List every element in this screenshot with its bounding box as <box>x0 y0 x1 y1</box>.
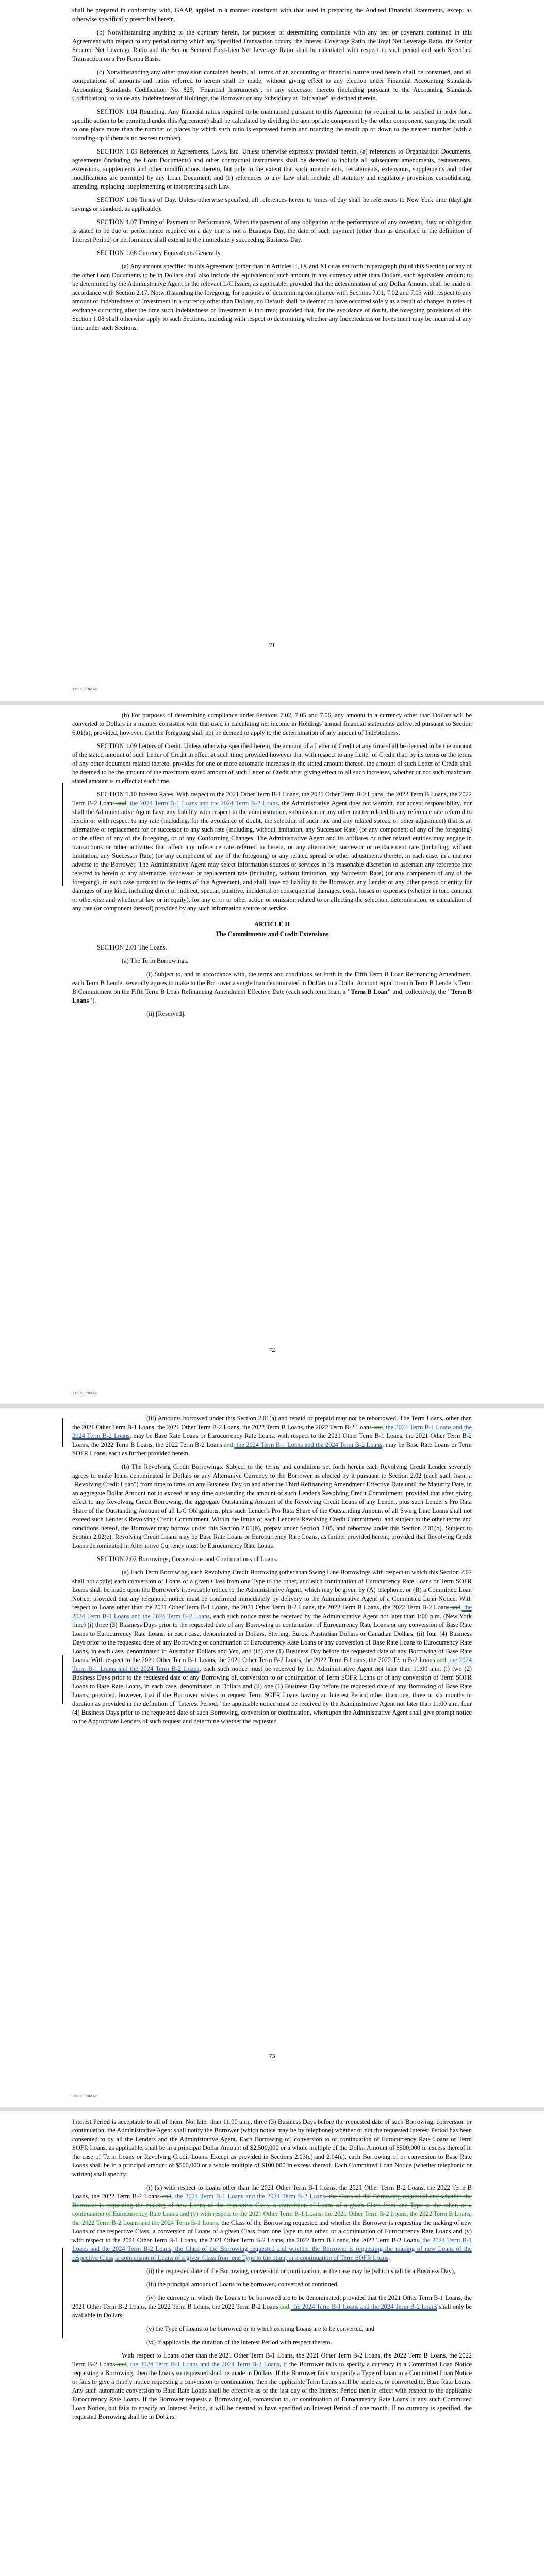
section-1-06: SECTION 1.06 Times of Day. Unless otherwise specified, all references herein to times of day shall be references to New York time (daylight savings or standard, as applicable). <box>72 196 472 212</box>
paragraph: (b) For purposes of determining compliance under Sections 7.02, 7.05 and 7.06, any amount in a currency other than Dollars will be converted to Dollars in a manner consistent with that used in calculating net income in Holdings' annual financial statements delivered pursuant to Section 6.01(a); provided, however, that the foregoing shall not be deemed to apply to the determination of any amount of Indebtedness. <box>72 711 472 736</box>
section-2-01: SECTION 2.01 The Loans. <box>97 944 167 951</box>
paragraph: Interest Period is acceptable to all of them. Not later than 11:00 a.m., three (3) Business Days before the requested date of such Borrowing, conversion or continuation, the Administrative Agent shall notify the Borrower (which notice may be by telephone) whether or not the requested Interest Period has been consented to by all the Lenders and the Administrative Agent. Each Borrowing of, conversion to or continuation of Eurocurrency Rate Loans or Term SOFR Loans, as applicable, shall be in a principal Dollar Amount of $2,500,000 or a whole multiple of the Dollar Amount of $500,000 in excess thereof in the case of Term Loans or Revolving Credit Loans. Except as provided in Sections 2.03(c) and 2.04(c), each Borrowing of or conversion to Base Rate Loans shall be in a principal amount of $500,000 or a whole multiple of $100,000 in excess thereof. Each Committed Loan Notice (whether telephonic or written) shall specify: <box>72 2118 472 2178</box>
change-bar <box>62 783 63 886</box>
page-71 <box>0 0 544 701</box>
section-1-10: SECTION 1.10 Interest Rates. With respect to the 2021 Other Term B-1 Loans, the 2021 Other Term B-2 Loans, the 2022 Term B Loans, the 2022 Term B-2 Loans and, the 2024 Term B-1 Loans and the 2024 Term B-2 Loans, the Administrative Agent does not warrant, nor accept responsibility, nor shall the Administrative Agent have any liability with respect to the administration, submission or any other matter related to any reference rate referred to herein or with respect to any rate (including, for the avoidance of doubt, the selection of such rate and any related spread or other adjustment) that is an alternative or replacement for or successor to any such rate (including, without limitation, any Successor Rate) (or any component of any of the foregoing) or the effect of any of the foregoing, or of any Conforming Changes. The Administrative Agent and its affiliates or other related entities may engage in transactions or other activities that affect any reference rate referred to herein, or any alternative, successor or replacement rate (including, without limitation, any Successor Rate) (or any component of any of the foregoing) or any related spread or other adjustments thereto, in each case, in a manner adverse to the Borrower. The Administrative Agent may select information sources or services in its reasonable discretion to ascertain any reference rate referred to herein or any alternative, successor or replacement rate (including, without limitation, any Successor Rate) (or any component of any of the foregoing), in each case pursuant to the terms of this Agreement, and shall have no liability to the Borrower, any Lender or any other person or entity for damages of any kind, including direct or indirect, special, punitive, incidental or consequential damages, costs, losses or expenses (whether in tort, contract or otherwise and whether at law or in equity), for any error or other action or omission related to or affecting the selection, determination, or calculation of any rate (or component thereof) provided by any such information source or service. <box>72 791 472 912</box>
section-1-05: SECTION 1.05 References to Agreements, Laws, Etc. Unless otherwise expressly provided herein, (a) references to Organization Documents, agreements (including the Loan Documents) and other contractual instruments shall be deemed to include all subsequent amendments, restatements, extensions, supplements and other modifications thereto, but only to the extent that such amendments, restatements, extensions, supplements and other modifications are permitted by any Loan Document; and (b) references to any Law shall include all statutory and regulatory provisions consolidating, amending, replacing, supplementing or interpreting such Law. <box>72 148 472 190</box>
paragraph: (iii) Amounts borrowed under this Section 2.01(a) and repaid or prepaid may not be reborrowed. The Term Loans, other than the 2021 Other Term B-1 Loans, the 2021 Other Term B-2 Loans, the 2022 Term B Loans, the 2022 Term B-2 Loans and, the 2024 Term B-1 Loans and the 2024 Term B-2 Loans, may be Base Rate Loans or Eurocurrency Rate Loans, with respect to the 2021 Other Term B-1 Loans, the 2021 Other Term B-2 Loans, the 2022 Term B Loans, the 2022 Term B-2 Loans and, the 2024 Term B-1 Loans and the 2024 Term B-2 Loans, may be Base Rate Loans or Term SOFR Loans, each as further provided herein. <box>72 1415 472 1457</box>
section-1-04: SECTION 1.04 Rounding. Any financial ratios required to be maintained pursuant to this Agreement (or required to be satisfied in order for a specific action to be permitted under this Agreement) shall be calculated by dividing the appropriate component by the other component, carrying the result to one place more than the number of places by which such ratio is expressed herein and rounding the result up or down to the nearest number (with a rounding-up if there is no nearest number). <box>72 108 472 142</box>
page-73 <box>0 1408 544 2107</box>
paragraph: (vi) if applicable, the duration of the Interest Period with respect thereto. <box>146 2338 332 2346</box>
page-number: 71 <box>269 641 275 649</box>
page-separator <box>0 1404 544 1408</box>
paragraph: (b) Notwithstanding anything to the contrary herein, for purposes of determining compliance with any test or covenant contained in this Agreement with respect to any period during which any Specified Transaction occurs, the Interest Coverage Ratio, the Total Net Leverage Ratio, the Senior Secured Net Leverage Ratio and the Senior Secured First-Lien Net Leverage Ratio shall be calculated with respect to such period and such Specified Transaction on a Pro Forma Basis. <box>72 29 472 62</box>
article-number: ARTICLE II <box>254 921 290 928</box>
paragraph: (a) Any amount specified in this Agreement (other than in Articles II, IX and XI or as set forth in paragraph (b) of this Section) or any of the other Loan Documents to be in Dollars shall also include the equivalent of such amount in any currency other than Dollars, such equivalent amount to be determined by the Administrative Agent or the relevant L/C Issuer, as applicable; provided that the determination of any Dollar Amount shall be made in accordance with Section 2.17. Notwithstanding the foregoing, for purposes of determining compliance with Sections 7.01, 7.02 and 7.03 with respect to any amount of Indebtedness or Investment in a currency other than Dollars, no Default shall be deemed to have occurred solely as a result of changes in rates of exchange occurring after the time such Indebtedness or Investment is incurred; provided that, for the avoidance of doubt, the foregoing provisions of this Section 1.08 shall otherwise apply to such Sections, including with respect to determining whether any Indebtedness or Investment may be incurred at any time under such Sections. <box>72 263 472 331</box>
change-bar <box>62 1655 63 1704</box>
paragraph: (iii) the principal amount of Loans to be borrowed, converted or continued, <box>146 2281 339 2288</box>
paragraph: (iv) the currency in which the Loans to be borrowed are to be denominated; provided that the 2021 Other Term B-1 Loans, the 2021 Other Term B-2 Loans, the 2022 Term B Loans, the 2022 Term B-2 Loans and, the 2024 Term B-1 Loans and the 2024 Term B-2 Loans shall only be available in Dollars, <box>72 2294 472 2319</box>
page-74 <box>0 2111 544 2576</box>
paragraph: (ii) [Reserved]. <box>146 1010 186 1018</box>
page-separator <box>0 2107 544 2111</box>
paragraph: (a) Each Term Borrowing, each Revolving Credit Borrowing (other than Swing Line Borrowings with respect to which this Section 2.02 shall not apply) each conversion of Loans of a given Class from one Type to the other, and each continuation of Eurocurrency Rate Loans or Term SOFR Loans shall be made upon the Borrower's irrevocable notice to the Administrative Agent, which may be given by (A) telephone, or (B) a Committed Loan Notice; provided that any telephone notice must be confirmed immediately by delivery to the Administrative Agent of a Committed Loan Notice. With respect to Loans other than the 2021 Other Term B-1 Loans, the 2021 Other Term B-2 Loans, the 2022 Term B Loans, the 2022 Term B-2 Loans and, the 2024 Term B-1 Loans and the 2024 Term B-2 Loans, each such notice must be received by the Administrative Agent not later than 1:00 p.m. (New York time) (i) three (3) Business Days prior to the requested date of any Borrowing or continuation of Eurocurrency Rate Loans or any conversion of Base Rate Loans to Eurocurrency Rate Loans, in each case, denominated in Dollars, Sterling, Euros, Australian Dollars or Canadian Dollars, (ii) four (4) Business Days prior to the requested date of any Borrowing or continuation of Eurocurrency Rate Loans or any conversion of Base Rate Loans to Eurocurrency Rate Loans, in each case, denominated in Australian Dollars and Yen, and (iii) one (1) Business Day before the requested date of any Borrowing of Base Rate Loans. With respect to the 2021 Other Term B-1 Loans, the 2021 Other Term B-2 Loans, the 2022 Term B Loans, the 2022 Term B-2 Loans and, the 2024 Term B-1 Loans and the 2024 Term B-2 Loans, each such notice must be received by the Administrative Agent not later than 11:00 a.m. (i) two (2) Business Days prior to the requested date of any Borrowing of, conversion to or continuation of Term SOFR Loans or of any conversion of Term SOFR Loans to Base Rate Loans, in each case, denominated in Dollars and (ii) one (1) Business Day before the requested date of any Borrowing of Base Rate Loans; provided, however, that if the Borrower wishes to request Term SOFR Loans having an Interest Period other than one, three or six months in duration as provided in the definition of "Interest Period," the applicable notice must be received by the Administrative Agent not later than 11:00 a.m. four (4) Business Days prior to the requested date of such Borrowing, conversion or continuation, whereupon the Administrative Agent shall give prompt notice to the Appropriate Lenders of such request and determine whether the requested <box>72 1569 472 1725</box>
change-bar <box>62 2248 63 2338</box>
paragraph: (v) the Type of Loans to be borrowed or to which existing Loans are to be converted, and <box>146 2325 375 2332</box>
section-1-08: SECTION 1.08 Currency Equivalents Generally. <box>97 249 222 257</box>
paragraph: With respect to Loans other than the 2021 Other Term B-1 Loans, the 2021 Other Term B-2 Loans, the 2022 Term B Loans, the 2022 Term B-2 Loans and, the 2024 Term B-1 Loans and the 2024 Term B-2 Loans, if the Borrower fails to specify a currency in a Committed Loan Notice requesting a Borrowing, then the Loans so requested shall be made in Dollars. If the Borrower fails to specify a Type of Loan in a Committed Loan Notice or fails to give a timely notice requesting a conversion or continuation, then the applicable Term Loans shall be made as, or converted to, Base Rate Loans. Any such automatic conversion to Base Rate Loans shall be effective as of the last day of the Interest Period then in effect with respect to the applicable Eurocurrency Rate Loans. If the Borrower requests a Borrowing of, conversion to, or continuation of Eurocurrency Rate Loans in any such Committed Loan Notice, but fails to specify an Interest Period, it will be deemed to have specified an Interest Period of one month. If no currency is specified, the requested Borrowing shall be in Dollars. <box>72 2352 472 2420</box>
footer-id: OFFICE/DMS-2 <box>73 2095 97 2098</box>
section-2-02: SECTION 2.02 Borrowings, Conversions and Continuations of Loans. <box>97 1555 278 1563</box>
paragraph: shall be prepared in conformity with, GAAP, applied in a manner consistent with that used in preparing the Audited Financial Statements, except as otherwise specifically prescribed herein. <box>72 7 472 23</box>
section-1-07: SECTION 1.07 Timing of Payment or Performance. When the payment of any obligation or the performance of any covenant, duty or obligation is stated to be due or performance required on a day that is not a Business Day, the date of such payment (other than as described in the definition of Interest Period) or performance shall extend to the immediately succeeding Business Day. <box>72 218 472 243</box>
article-title: The Commitments and Credit Extensions <box>215 930 329 938</box>
page-number: 73 <box>269 2052 275 2059</box>
paragraph: (i) Subject to, and in accordance with, the terms and conditions set forth in the Fifth Term B Loan Refinancing Amendment, each Term B Lender severally agrees to make to the Borrower a single loan denominated in Dollars in a Dollar Amount equal to such Term B Lender's Term B Commitment on the Fifth Term B Loan Refinancing Amendment Effective Date (each such term loan, a "Term B Loan" and, collectively, the "Term B Loans"). <box>72 971 472 1004</box>
paragraph: (a) The Term Borrowings. <box>122 957 189 964</box>
paragraph: (b) The Revolving Credit Borrowings. Subject to the terms and conditions set forth herein each Revolving Credit Lender severally agrees to make loans denominated in Dollars or any Alternative Currency to the Borrower as elected by it pursuant to Section 2.02 (each such loan, a "Revolving Credit Loan") from time to time, on any Business Day on and after the Third Refinancing Amendment Effective Date until the Maturity Date, in an aggregate Dollar Amount not to exceed at any time outstanding the amount of such Lender's Revolving Credit Commitment; provided that after giving effect to any Revolving Credit Borrowing, the aggregate Outstanding Amount of the Revolving Credit Loans of any Lender, plus such Lender's Pro Rata Share of the Outstanding Amount of all L/C Obligations, plus such Lender's Pro Rata Share of the Outstanding Amount of all Swing Line Loans shall not exceed such Lender's Revolving Credit Commitment. Within the limits of each Lender's Revolving Credit Commitment, and subject to the other terms and conditions hereof, the Borrower may borrow under this Section 2.01(b), prepay under Section 2.05, and reborrow under this Section 2.01(b). Subject to Section 2.02(e), Revolving Credit Loans may be Base Rate Loans or Eurocurrency Rate Loans, as further provided herein; provided that Revolving Credit Loans denominated in Alternative Currency must be Eurocurrency Rate Loans. <box>72 1463 472 1549</box>
section-1-09: SECTION 1.09 Letters of Credit. Unless otherwise specified herein, the amount of a Letter of Credit at any time shall be deemed to be the amount of the stated amount of such Letter of Credit in effect at such time; provided however that with respect to any Letter of Credit that, by its terms or the terms of any other document related thereto, provides for one or more automatic increases in the stated amount thereof, the amount of such Letter of Credit shall be deemed to be the amount of the maximum stated amount of such Letter of Credit after giving effect to all such increases, whether or not such maximum stated amount is in effect at such time. <box>72 742 472 785</box>
paragraph: (i) (x) with respect to Loans other than the 2021 Other Term B-1 Loans, the 2021 Other Term B-2 Loans, the 2022 Term B Loans, the 2022 Term B-2 Loans and, the 2024 Term B-1 Loans and the 2024 Term B-2 Loans, the Class of the Borrowing requested and whether the Borrower is requesting the making of new Loans of the respective Class, a conversion of Loans of a given Class from one Type to the other, or a continuation of Eurocurrency Rate Loans and (y) with respect to the 2021 Other Term B-1 Loans, the 2021 Other Term B-2 Loans, the 2022 Term B Loans, the 2022 Term B-2 Loans and the 2024 Term B-1 Loans, the Class of the Borrowing requested and whether the Borrower is requesting the making of new Loans of the respective Class, a conversion of Loans of a given Class from one Type to the other, or a continuation of Eurocurrency Rate Loans and (y) with respect to the 2021 Other Term B-1 Loans, the 2021 Other Term B-2 Loans, the 2022 Term B Loans, the 2022 Term B-2 Loans, the 2024 Term B-1 Loans and the 2024 Term B-2 Loans, the Class of the Borrowing requested and whether the Borrower is requesting the making of new Loans of the respective Class, a conversion of Loans of a given Class from one Type to the other, or a continuation of Term SOFR Loans, <box>72 2184 472 2261</box>
page-separator <box>0 701 544 705</box>
footer-id: OFFICE/DMS-2 <box>73 1392 97 1395</box>
page-72 <box>0 705 544 1404</box>
footer-id: OFFICE/DMS-2 <box>73 688 97 691</box>
paragraph: (ii) the requested date of the Borrowing, conversion or continuation, as the case may be (which shall be a Business Day), <box>146 2267 456 2275</box>
page-number: 72 <box>269 1346 275 1353</box>
paragraph: (c) Notwithstanding any other provision contained herein, all terms of an accounting or financial nature used herein shall be construed, and all computations of amounts and ratios referred to herein shall be made, without giving effect to any election under Financial Accounting Standards Accounting Standards Codification No. 825, "Financial Instruments", or any successor thereto (including pursuant to the Accounting Standards Codification), to value any Indebtedness of Holdings, the Borrower or any Subsidiary at "fair value" as defined therein. <box>72 69 472 102</box>
change-bar <box>62 1418 63 1447</box>
